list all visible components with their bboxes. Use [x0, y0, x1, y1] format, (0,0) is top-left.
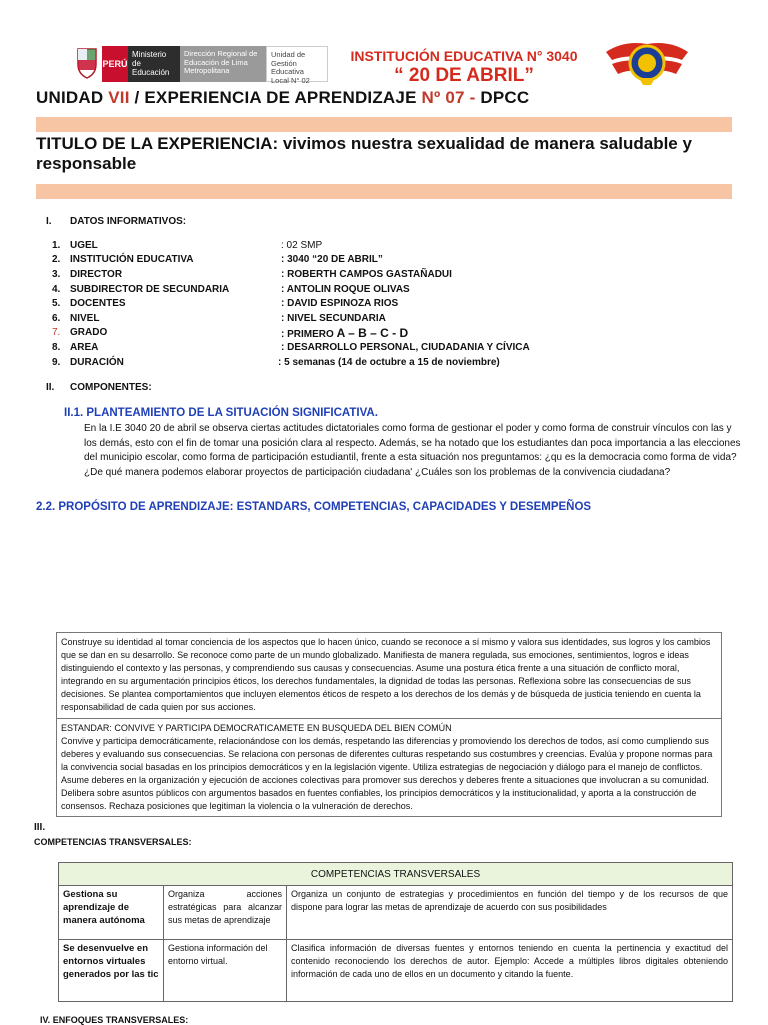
unit-middle: / EXPERIENCIA DE APRENDIZAJE [129, 88, 422, 107]
item-value: : DAVID ESPINOZA RIOS [281, 298, 399, 310]
table-header: COMPETENCIAS TRANSVERSALES [59, 863, 733, 886]
identity-standard: Construye su identidad al tomar conciencia de los aspectos que lo hacen único, cuando se reconoce a sí mismo y valora sus identidades, sus logros y los cambios que se dan en su desarrollo. Se reconoce como parte de un mundo globalizado. Manifiesta de manera regulada, sus emociones, sentimientos, logros e ideas distinguiendo el contexto y las personas, y comprendiendo sus causas y consecuencias. Asume una postura ética frente a una situación de conflicto moral, integrando en su argumentación principios éticos, los derechos fundamentales, la dignidad de todas las personas. Reflexiona sobre las consecuencias de sus decisiones. Se plantea comportamientos que incluyen elementos éticos de respeto a los derechos de los demás y de búsqueda de justicia teniendo en cuenta la responsabilidad de cada quien por sus acciones. [61, 637, 711, 713]
item-number: 6. [52, 312, 61, 324]
capacidad-cell: Gestiona información del entorno virtual. [164, 940, 287, 1002]
table-header-row [59, 863, 733, 886]
experience-title: TITULO DE LA EXPERIENCIA: vivimos nuestra sexualidad de manera saludable y responsable [36, 134, 692, 173]
item-number: 1. [52, 239, 61, 251]
grade-sections: A – B – C - D [336, 325, 409, 340]
item-key: DIRECTOR [70, 268, 123, 280]
institution-line2: “ 20 DE ABRIL” [394, 65, 534, 86]
list-item [52, 238, 572, 253]
list-item [52, 282, 572, 297]
institution-title [340, 48, 588, 87]
list-item [52, 253, 572, 268]
list-item [52, 355, 572, 370]
item-key: DOCENTES [70, 298, 126, 310]
section-i-heading [46, 216, 186, 227]
subsection-2-2-heading: 2.2. PROPÓSITO DE APRENDIZAJE: ESTANDARS, COMPETENCIAS, CAPACIDADES Y DESEMPEÑOS [36, 501, 592, 513]
peru-label: PERÚ [102, 46, 128, 82]
item-number: 4. [52, 283, 61, 295]
item-key: UGEL [70, 239, 98, 251]
item-key: AREA [70, 341, 99, 353]
institution-line1: INSTITUCIÓN EDUCATIVA N° 3040 [350, 48, 578, 64]
item-value [281, 326, 572, 340]
item-key: INSTITUCIÓN EDUCATIVA [70, 254, 194, 266]
item-value: : ANTOLIN ROQUE OLIVAS [281, 283, 410, 295]
item-number: 3. [52, 268, 61, 280]
desempeno-cell: Organiza un conjunto de estrategias y procedimientos en función del tiempo y de los recursos de que dispone para lograr las metas de aprendizaje de acuerdo con sus posibilidades [287, 886, 733, 940]
list-item [52, 296, 572, 311]
ministry-label: Ministerio de Educación [128, 46, 180, 82]
list-item [52, 340, 572, 355]
section-title: COMPONENTES: [70, 382, 152, 393]
section-title: DATOS INFORMATIVOS: [70, 216, 187, 227]
section-iii-number: III. [34, 822, 46, 833]
capacidad-cell: Organiza acciones estratégicas para alcanzar sus metas de aprendizaje [164, 886, 287, 940]
competencia-cell: Se desenvuelve en entornos virtuales generados por las tic [59, 940, 164, 1002]
item-key: NIVEL [70, 312, 100, 324]
government-logo-strip [72, 46, 328, 85]
item-value: : 5 semanas (14 de octubre a 15 de noviembre) [278, 356, 500, 368]
item-number: 7. [52, 327, 61, 339]
table-row [59, 886, 733, 940]
unit-suffix: DPCC [475, 88, 530, 107]
grade-prefix: : PRIMERO [281, 328, 337, 340]
section-iii-title: COMPETENCIAS TRANSVERSALES: [34, 837, 192, 847]
divider-band [36, 184, 732, 199]
convive-standard-text: Convive y participa democráticamente, relacionándose con los demás, respetando las diferencias y promoviendo los derechos de todos, así como cumpliendo sus deberes y evaluando sus consecuencias. Se relaciona con personas de diferentes culturas respetando sus costumbres y creencias. Evalúa y propone normas para la convivencia social basadas en los principios democráticos y en la legislación vigente. Utiliza estrategias de negociación y diálogo para el manejo de conflictos. Asume deberes en la organización y ejecución de acciones colectivas para promover sus derechos y deberes frente a situaciones que involucran a su comunidad. Delibera sobre asuntos públicos con argumentos basados en fuentes confiables, los principios democráticos y la institucionalidad, y aporta a la construcción de consensos. Rechaza posiciones que legitiman la violencia o la vulneración de derechos. [61, 735, 713, 812]
school-crest-icon [604, 38, 690, 88]
item-number: 5. [52, 298, 61, 310]
peru-shield-icon [72, 46, 102, 80]
convive-standard-title: ESTANDAR: CONVIVE Y PARTICIPA DEMOCRATICAMETE EN BUSQUEDA DEL BIEN COMÚN [61, 722, 452, 733]
standards-box [56, 632, 722, 817]
item-key: SUBDIRECTOR DE SECUNDARIA [70, 283, 230, 295]
unit-number: VII [108, 88, 130, 107]
competencias-table [58, 862, 733, 1002]
list-item [52, 326, 572, 341]
item-value: : 02 SMP [281, 239, 323, 251]
datos-list [52, 238, 572, 369]
table-row [59, 940, 733, 1002]
item-value: : DESARROLLO PERSONAL, CIUDADANIA Y CÍVICA [281, 341, 530, 353]
item-key: GRADO [70, 327, 108, 339]
section-number: IV. [40, 1015, 51, 1025]
divider-band [36, 117, 732, 132]
ugel-label: Unidad de Gestión Educativa Local N° 02 [266, 46, 328, 82]
item-value: : 3040 “20 DE ABRIL” [281, 254, 383, 266]
unit-heading [36, 88, 529, 108]
subsection-2-1-heading: II.1. PLANTEAMIENTO DE LA SITUACIÓN SIGNIFICATIVA. [64, 407, 378, 419]
item-number: 2. [52, 254, 61, 266]
dre-label: Dirección Regional de Educación de Lima Metropolitana [180, 46, 266, 82]
section-title: ENFOQUES TRANSVERSALES: [52, 1015, 189, 1025]
list-item [52, 267, 572, 282]
convive-standard [57, 718, 721, 817]
item-number: 9. [52, 356, 61, 368]
unit-code: Nº 07 - [421, 88, 476, 107]
unit-prefix: UNIDAD [36, 88, 109, 107]
item-key: DURACIÓN [70, 356, 124, 368]
situation-paragraph: En la I.E 3040 20 de abril se observa ciertas actitudes dictatoriales como forma de gestionar el poder y como forma de construir vínculos con las y los demás, esto con el fin de tomar una posición clara al respecto. Además, se ha notado que los estudiantes dan poca importancia a las elecciones del municipio escolar, como forma de participación estudiantil, frente a esta situación nos preguntamos: ¿qu es la democracia como forma de vida? ¿De qué manera podemos elaborar proyectos de participación ciudadana' ¿Cuáles son los problemas de la convivencia ciudadana? [84, 423, 741, 478]
section-number: I. [46, 216, 52, 227]
item-number: 8. [52, 341, 61, 353]
competencia-cell: Gestiona su aprendizaje de manera autónoma [59, 886, 164, 940]
item-value: : NIVEL SECUNDARIA [281, 312, 386, 324]
section-number: II. [46, 382, 55, 393]
section-ii-heading [46, 382, 152, 393]
desempeno-cell: Clasifica información de diversas fuentes y entornos teniendo en cuenta la pertinencia y exactitud del contenido reconociendo los derechos de autor. Ejemplo: Accede a múltiples libros digitales obteniendo información de cada uno de ellos en un documento y citando la fuente. [287, 940, 733, 1002]
list-item [52, 311, 572, 326]
item-value: : ROBERTH CAMPOS GASTAÑADUI [281, 268, 452, 280]
